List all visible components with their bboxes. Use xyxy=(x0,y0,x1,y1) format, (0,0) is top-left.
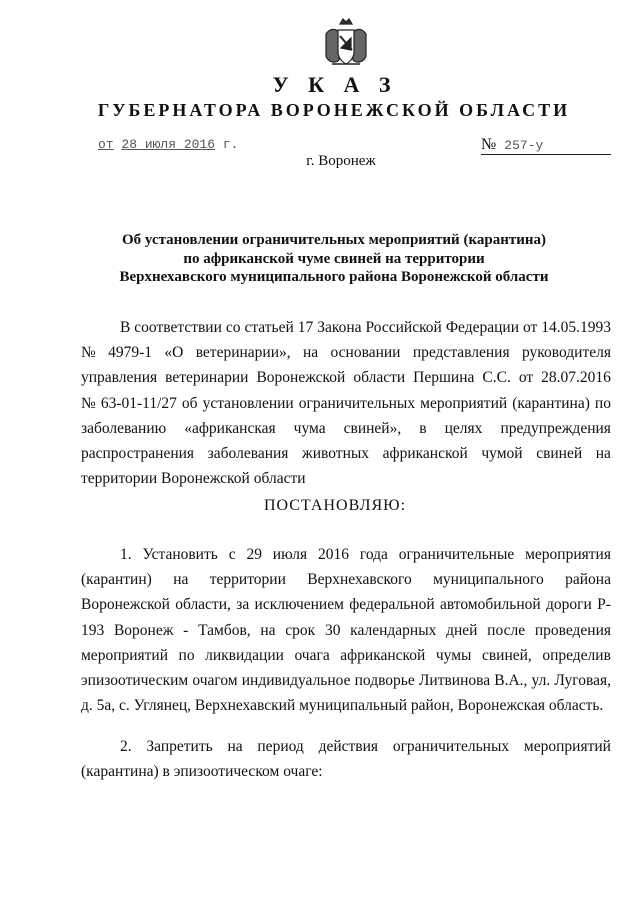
word: действия xyxy=(318,738,379,755)
date-line xyxy=(98,137,238,152)
word: африканской xyxy=(382,445,468,463)
word: 4979-1 xyxy=(108,344,153,362)
word: Российской xyxy=(365,319,442,336)
word: Литвинова xyxy=(418,672,491,690)
word: чумой xyxy=(481,445,523,463)
word: (карантин) xyxy=(81,571,152,589)
word: В.А., xyxy=(494,672,528,690)
word: на xyxy=(303,344,319,362)
word: основании xyxy=(330,344,401,362)
word: соответствии xyxy=(134,319,222,336)
word: мероприятий xyxy=(523,738,611,755)
word: года xyxy=(359,546,388,563)
text-line xyxy=(81,441,611,466)
word: «О xyxy=(164,344,184,362)
word: Луговая, xyxy=(554,672,611,690)
intro-paragraph xyxy=(81,315,611,491)
word: статьей xyxy=(244,319,294,336)
city: г. Воронеж xyxy=(306,153,376,169)
decree-word: ПОСТАНОВЛЯЮ: xyxy=(263,497,407,514)
word: мероприятий xyxy=(81,646,169,664)
word: (карантина) xyxy=(512,394,590,412)
word: животных xyxy=(302,445,370,463)
coat-of-arms-emblem xyxy=(318,16,374,72)
word: проведения xyxy=(534,621,611,639)
word: ограничительные xyxy=(398,546,515,563)
word: эпизоотическим xyxy=(81,672,189,690)
word: установлении xyxy=(202,394,294,412)
word: Закона xyxy=(317,319,362,336)
word: об xyxy=(181,394,198,412)
word: территории xyxy=(209,571,286,589)
heading-line: Об установлении ограничительных мероприятий (карантина) xyxy=(121,232,546,248)
number-label: № xyxy=(481,136,497,153)
word: по xyxy=(178,646,195,664)
word: Р- xyxy=(597,596,611,614)
date-prefix: от xyxy=(98,137,114,152)
word: от xyxy=(522,319,538,336)
word: руководителя xyxy=(521,344,611,362)
word: 17 xyxy=(297,319,314,336)
word: ликвидации xyxy=(205,646,284,664)
word: чумы xyxy=(435,646,472,664)
text-line xyxy=(81,391,611,416)
word: календарных xyxy=(350,621,437,639)
word: со xyxy=(225,319,241,336)
text-line: территории Воронежской области xyxy=(81,470,306,488)
word: 193 xyxy=(81,621,105,639)
word: июля xyxy=(272,546,308,563)
word: Установить xyxy=(142,546,218,563)
heading-line: по африканской чуме свиней на территории xyxy=(183,250,485,267)
text-line: д. 5а, с. Углянец, Верхнехавский муниципальный район, Воронежская область. xyxy=(81,697,604,715)
word: 2016 xyxy=(318,546,350,563)
text-line xyxy=(81,643,611,668)
word: муниципального xyxy=(433,571,544,589)
text-line xyxy=(81,315,611,340)
word: дней xyxy=(446,621,478,639)
word: мероприятия xyxy=(525,546,611,563)
word: на xyxy=(260,621,276,639)
word: «африканская xyxy=(184,419,276,437)
word: дороги xyxy=(546,596,592,614)
word: ветеринарии xyxy=(165,369,249,387)
word: 2. xyxy=(120,738,132,755)
word: района xyxy=(565,571,611,589)
date-suffix: г. xyxy=(222,137,239,152)
word: № xyxy=(81,394,96,412)
word: Воронежской xyxy=(81,596,170,614)
word: с xyxy=(228,546,236,563)
word: период xyxy=(257,738,304,755)
word: заболевания xyxy=(207,445,289,463)
word: определив xyxy=(542,646,611,664)
word: предупреждения xyxy=(500,419,611,437)
word: свиней xyxy=(536,445,583,463)
word: свиней», xyxy=(343,419,402,437)
word: на xyxy=(595,445,611,463)
word: исключением xyxy=(254,596,344,614)
word: в xyxy=(419,419,427,437)
word: 1. xyxy=(120,546,132,563)
word: африканской xyxy=(340,646,426,664)
text-line xyxy=(81,416,611,441)
date-value: 28 июля 2016 xyxy=(121,137,216,152)
word: на xyxy=(227,738,243,755)
word: области, xyxy=(175,596,231,614)
word: Тамбов, xyxy=(198,621,251,639)
document-subtitle: ГУБЕРНАТОРА ВОРОНЕЖСКОЙ ОБЛАСТИ xyxy=(97,100,571,120)
word: представления xyxy=(412,344,510,362)
word: индивидуальное xyxy=(241,672,351,690)
word: Федерации xyxy=(445,319,520,336)
word: 29 xyxy=(246,546,262,563)
word: мероприятий xyxy=(420,394,508,412)
text-line xyxy=(81,668,611,693)
word: за xyxy=(236,596,250,614)
document-title: У К А З xyxy=(272,72,398,97)
word: - xyxy=(183,621,189,639)
word: 14.05.1993 xyxy=(541,319,611,336)
text-line xyxy=(81,542,611,567)
word: ограничительных xyxy=(392,738,510,755)
word: области xyxy=(353,369,406,387)
word: ветеринарии», xyxy=(195,344,291,362)
word: срок xyxy=(285,621,316,639)
text-line xyxy=(81,734,611,759)
text-line: (карантина) в эпизоотическом очаге: xyxy=(81,763,323,781)
text-line xyxy=(81,592,611,617)
word: от xyxy=(518,369,534,387)
word: управления xyxy=(81,369,158,387)
number-value: 257-у xyxy=(504,138,544,153)
word: 28.07.2016 xyxy=(541,369,611,387)
word: свиней, xyxy=(481,646,532,664)
heading-line: Верхнехавского муниципального района Воронежской области xyxy=(119,269,549,285)
word: заболеванию xyxy=(81,419,167,437)
word: Воронеж xyxy=(113,621,174,639)
word: 63-01-11/27 xyxy=(100,394,177,412)
decree-heading xyxy=(0,231,640,287)
word: С.С. xyxy=(482,369,511,387)
word: федеральной xyxy=(349,596,435,614)
text-line xyxy=(81,340,611,365)
text-line xyxy=(81,618,611,643)
word: В xyxy=(120,319,131,336)
word: после xyxy=(487,621,526,639)
text-line xyxy=(81,567,611,592)
word: очагом xyxy=(192,672,238,690)
word: ул. xyxy=(531,672,551,690)
word: чума xyxy=(293,419,326,437)
word: распространения xyxy=(81,445,195,463)
item-2-paragraph xyxy=(81,734,611,784)
word: целях xyxy=(444,419,483,437)
word: 30 xyxy=(324,621,341,639)
word: очага xyxy=(294,646,330,664)
text-line xyxy=(81,365,611,390)
word: автомобильной xyxy=(439,596,541,614)
word: Запретить xyxy=(146,738,213,755)
word: ограничительных xyxy=(298,394,416,412)
item-1-paragraph xyxy=(81,542,611,718)
word: на xyxy=(173,571,189,589)
word: Воронежской xyxy=(256,369,346,387)
word: Верхнехавского xyxy=(307,571,412,589)
word: подворье xyxy=(354,672,415,690)
word: № xyxy=(81,344,96,362)
word: Першина xyxy=(413,369,475,387)
word: по xyxy=(594,394,611,412)
